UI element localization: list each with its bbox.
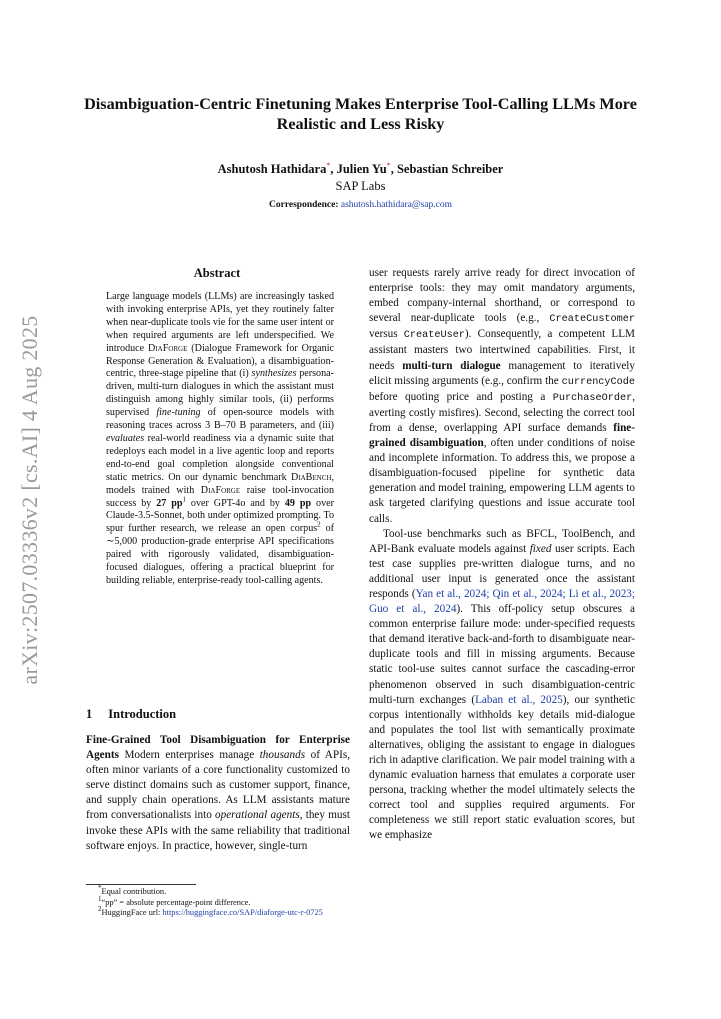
right-column [369, 266, 635, 844]
paper-title: Disambiguation-Centric Finetuning Makes Enterprise Tool-Calling LLMs More Realistic and Less Risky [84, 95, 637, 133]
text-span: , they must invoke these APIs with the same reliability that traditional software enjoys. In practice, however, single-turn [86, 809, 350, 852]
emphasis: operational agents [215, 809, 300, 822]
body-paragraph [369, 266, 635, 527]
system-name: DiaForge [148, 342, 188, 354]
text-span: Tool-use benchmarks such as BFCL, ToolBench, and API-Bank evaluate models against [369, 527, 635, 555]
text-span: , often under conditions of noise and incomplete information. To address this, we propose a disambiguation-focused pipeline for synthetic data generation and model training, empowering LLM agents to ask targeted clarifying questions and issue accurate tool calls. [369, 437, 635, 525]
text-span: user scripts. Each test case supplies pre-written dialogue turns, and no additional user input is generated once the assistant responds ( [369, 542, 635, 600]
text-span: management to iteratively elicit missing arguments (e.g., confirm the [369, 359, 635, 387]
text-span: Modern enterprises manage [118, 749, 260, 762]
citation-link[interactable]: Laban et al., 2025 [475, 693, 563, 706]
code-identifier: PurchaseOrder [552, 392, 633, 404]
key-term: multi-turn dialogue [402, 359, 501, 372]
acronym-expansion: Dialogue Framework for Organic Response Generation & Evaluation [106, 342, 334, 367]
arxiv-id: arXiv:2507.03336v2 [cs.AI] 4 Aug 2025 [17, 315, 42, 685]
footnote-rule [86, 884, 196, 885]
text-span: versus [369, 328, 404, 341]
text-span: ). Consequently, a competent LLM assistant masters two intertwined capabilities. First, it needs [369, 328, 635, 372]
text-span: ). This off-policy setup obscures a common enterprise failure mode: under-specified requests that demand iterative back-and-forth to disambiguate near-duplicate tools and fill in missing arguments. Because static tool-use suites cannot surface the cascading-error phenomenon observed in such disambiguation-centric multi-turn exchanges ( [369, 603, 635, 706]
arxiv-stamp [10, 300, 50, 700]
emphasis: fine-tuning [156, 407, 201, 419]
footnote-text: Equal contribution. [101, 887, 167, 896]
text-span: Large language models (LLMs) are increasingly tasked with invoking enterprise APIs, yet they routinely falter when near-duplicate tools vie for the same user intent or when required arguments are left underspecified. We introduce [106, 291, 334, 354]
paragraph-heading: Fine-Grained Tool Disambiguation for Enterprise Agents [86, 734, 350, 762]
affiliation: SAP Labs [335, 179, 386, 193]
code-identifier: CreateCustomer [549, 314, 635, 326]
emphasis: synthesizes [251, 368, 297, 380]
section-heading [86, 707, 176, 722]
section-number: 1 [86, 707, 93, 721]
highlight-result: 49 pp [284, 497, 312, 509]
benchmark-name: DiaBench [291, 471, 332, 483]
text-span: persona-driven, multi-turn dialogues in which the assistant must distinguish among highly similar tools, (ii) performs supervised [106, 368, 334, 419]
system-name: DiaForge [200, 484, 241, 496]
text-span: over Claude-3.5-Sonnet, both under optimized prompting. To spur further research, we release an open corpus [106, 497, 334, 535]
text-span: of open-source models with reasoning traces across 3 B–70 B parameters, and (iii) [106, 407, 334, 432]
footnote: $^1$“pp” = absolute percentage-point difference. [98, 894, 251, 907]
text-span: over GPT-4o and by [186, 497, 285, 509]
huggingface-link[interactable]: https://huggingface.co/SAP/diaforge-utc-r-0725 [162, 908, 323, 918]
footnote-text: “pp” = absolute percentage-point difference. [101, 897, 251, 907]
emphasis: fixed [529, 542, 552, 555]
text-span: ), a disambiguation-centric, three-stage pipeline that (i) [106, 355, 334, 380]
author-name: Ashutosh Hathidara [217, 162, 327, 177]
emphasis: evaluates [106, 432, 145, 444]
citation-link[interactable]: Yan et al., 2024; Qin et al., 2024; Li et al., 2023; Guo et al., 2024 [369, 587, 636, 616]
text-span: of ∼5,000 production-grade enterprise API specifications paired with rigorously validated, disambiguation-focused dialogues, offering a practical blueprint for building reliable, enterprise-ready tool-calling agents. [106, 523, 334, 586]
correspondence [60, 200, 661, 210]
text-span: user requests rarely arrive ready for direct invocation of enterprise tools: they may omit mandatory arguments, embed company-internal shorthand, or correspond to several near-duplicate tools (e.g., [369, 267, 635, 325]
text-span: , models trained with [106, 471, 334, 496]
text-span: ), our synthetic corpus intentionally withholds key details mid-dialogue and populates the tool list with semantically proximate alternatives, obliging the assistant to engage in dialogues rich in adaptive clarification. We pair model training with a dynamic evaluation harness that emulates a corporate user persona, tracking whether the model ultimately selects the correct tool and supplies required arguments. For completeness we still report static evaluation scores, but we emphasize [369, 693, 635, 842]
equal-contribution-mark: * [326, 161, 331, 170]
text-span: before quoting price and posting a [369, 390, 553, 403]
footnote-text: HuggingFace url: [101, 908, 163, 918]
text-span: of APIs, often minor variants of a core functionality customized to serve distinct domains such as customer support, finance, and supply chain operations. As LLM assistants mature from conversationalists into [86, 749, 350, 822]
text-span: real-world readiness via a dynamic suite that redeploys each model in a live agentic loop and reports end-to-end goal completion alongside conventional static metrics. On our dynamic benchmark [106, 432, 334, 483]
correspondence-label: Correspondence: [269, 200, 339, 210]
abstract-heading: Abstract [193, 266, 241, 280]
footnote: *Equal contribution. [98, 884, 167, 896]
author-name: Julien Yu [336, 162, 387, 177]
text-span: raise tool-invocation success by [106, 484, 334, 509]
abstract-text [106, 291, 334, 588]
footnote: $^2$HuggingFace url: https://huggingface.co/SAP/diaforge-utc-r-0725 [98, 905, 323, 918]
equal-contribution-mark: * [386, 161, 391, 170]
code-identifier: CreateUser [403, 330, 465, 342]
code-identifier: currencyCode [561, 376, 635, 388]
text-span: ( [187, 342, 195, 354]
footnote-ref: 2 [317, 520, 321, 529]
intro-paragraph [86, 733, 350, 854]
footnote-ref: 1 [182, 495, 186, 504]
footnotes [86, 884, 350, 919]
email-link[interactable]: ashutosh.hathidara@sap.com [340, 200, 452, 210]
emphasis: thousands [259, 749, 306, 762]
text-span: , averting costly misfires). Second, selecting the correct tool from a dense, overlapping API surface demands [369, 390, 635, 434]
highlight-result: 27 pp [156, 497, 183, 509]
author-list: Ashutosh Hathidara*, Julien Yu*, Sebastian Schreiber [217, 161, 504, 177]
body-paragraph [369, 527, 635, 844]
key-term: fine-grained disambiguation [369, 421, 635, 450]
author-name: Sebastian Schreiber [396, 162, 504, 177]
section-title: Introduction [108, 707, 177, 721]
